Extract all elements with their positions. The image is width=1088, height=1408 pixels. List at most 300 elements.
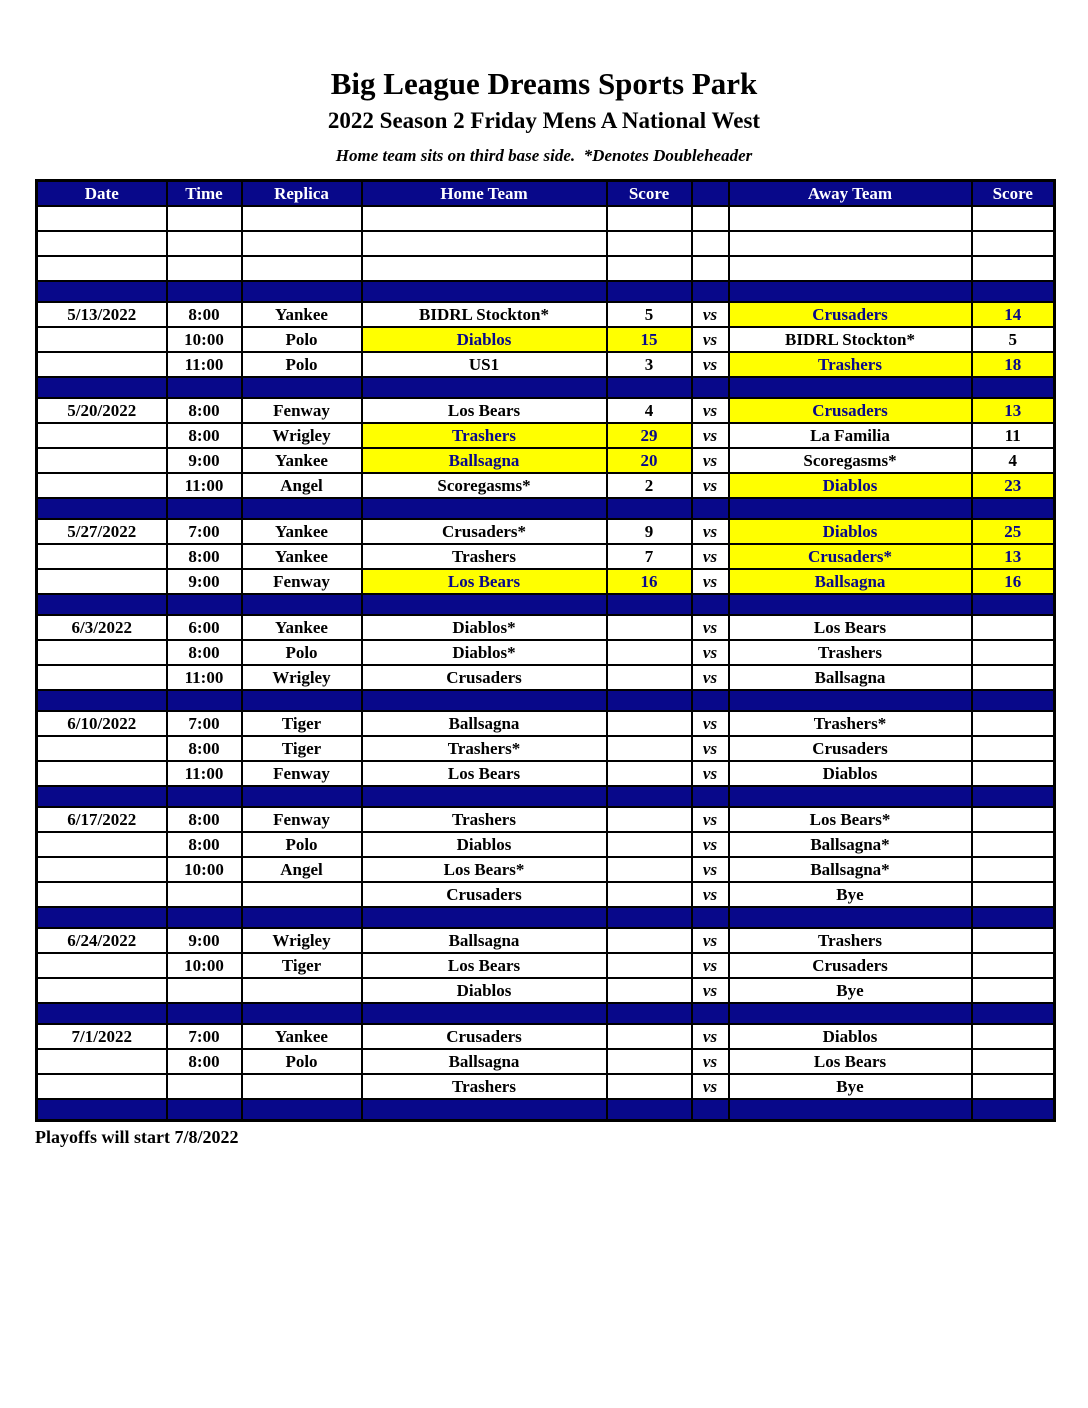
separator-cell	[242, 594, 362, 615]
empty-cell	[167, 206, 242, 231]
replica-cell	[242, 882, 362, 907]
separator-cell	[362, 594, 607, 615]
vs-cell: vs	[692, 352, 729, 377]
replica-cell: Polo	[242, 832, 362, 857]
separator-cell	[362, 690, 607, 711]
home-team-cell: Crusaders	[362, 882, 607, 907]
date-cell	[37, 569, 167, 594]
home-score-cell	[607, 761, 692, 786]
home-score-cell	[607, 1049, 692, 1074]
away-team-cell: Trashers	[729, 352, 972, 377]
separator-cell	[607, 907, 692, 928]
separator-row	[37, 498, 1055, 519]
home-score-cell	[607, 615, 692, 640]
date-cell	[37, 448, 167, 473]
separator-cell	[692, 1099, 729, 1121]
date-cell	[37, 665, 167, 690]
replica-cell: Polo	[242, 640, 362, 665]
replica-cell: Tiger	[242, 953, 362, 978]
date-cell	[37, 423, 167, 448]
date-cell	[37, 1049, 167, 1074]
vs-cell: vs	[692, 928, 729, 953]
home-score-cell	[607, 1074, 692, 1099]
home-score-cell	[607, 1024, 692, 1049]
game-row	[37, 302, 1055, 327]
time-cell: 8:00	[167, 302, 242, 327]
home-team-cell: Trashers	[362, 1074, 607, 1099]
game-row	[37, 1024, 1055, 1049]
vs-cell: vs	[692, 327, 729, 352]
replica-cell: Angel	[242, 857, 362, 882]
time-cell: 11:00	[167, 665, 242, 690]
game-row	[37, 978, 1055, 1003]
separator-cell	[692, 377, 729, 398]
schedule-note: Home team sits on third base side. *Denotes Doubleheader	[335, 146, 753, 165]
home-team-cell: Crusaders*	[362, 519, 607, 544]
separator-row	[37, 1099, 1055, 1121]
column-header-vs-spacer	[692, 181, 729, 207]
separator-cell	[167, 377, 242, 398]
separator-cell	[972, 281, 1055, 302]
replica-cell	[242, 1074, 362, 1099]
vs-cell: vs	[692, 832, 729, 857]
empty-row	[37, 206, 1055, 231]
replica-cell: Polo	[242, 327, 362, 352]
separator-cell	[729, 281, 972, 302]
home-team-cell: Los Bears*	[362, 857, 607, 882]
away-score-cell	[972, 857, 1055, 882]
time-cell: 8:00	[167, 807, 242, 832]
empty-cell	[972, 231, 1055, 256]
date-cell: 6/3/2022	[37, 615, 167, 640]
separator-cell	[692, 786, 729, 807]
home-score-cell	[607, 978, 692, 1003]
separator-cell	[362, 1003, 607, 1024]
away-team-cell: Bye	[729, 882, 972, 907]
time-cell: 9:00	[167, 928, 242, 953]
away-team-cell: Ballsagna*	[729, 832, 972, 857]
page-subtitle: 2022 Season 2 Friday Mens A National West	[327, 108, 761, 133]
separator-cell	[362, 1099, 607, 1121]
separator-cell	[729, 1099, 972, 1121]
replica-cell: Yankee	[242, 302, 362, 327]
separator-cell	[972, 907, 1055, 928]
away-score-cell	[972, 761, 1055, 786]
date-cell	[37, 978, 167, 1003]
separator-cell	[607, 377, 692, 398]
game-row	[37, 1074, 1055, 1099]
away-score-cell	[972, 928, 1055, 953]
separator-cell	[972, 594, 1055, 615]
separator-cell	[729, 907, 972, 928]
separator-cell	[607, 281, 692, 302]
separator-cell	[362, 498, 607, 519]
vs-cell: vs	[692, 978, 729, 1003]
away-score-cell	[972, 736, 1055, 761]
time-cell: 8:00	[167, 832, 242, 857]
empty-cell	[37, 256, 167, 281]
away-score-cell: 11	[972, 423, 1055, 448]
replica-cell: Yankee	[242, 615, 362, 640]
empty-row	[37, 256, 1055, 281]
replica-cell: Wrigley	[242, 665, 362, 690]
replica-cell: Fenway	[242, 807, 362, 832]
home-score-cell: 5	[607, 302, 692, 327]
time-cell: 8:00	[167, 398, 242, 423]
replica-cell: Angel	[242, 473, 362, 498]
away-team-cell: La Familia	[729, 423, 972, 448]
time-cell	[167, 978, 242, 1003]
date-cell	[37, 882, 167, 907]
away-score-cell	[972, 882, 1055, 907]
away-team-cell: Diablos	[729, 473, 972, 498]
away-team-cell: Bye	[729, 978, 972, 1003]
vs-cell: vs	[692, 807, 729, 832]
replica-cell: Fenway	[242, 569, 362, 594]
vs-cell: vs	[692, 761, 729, 786]
home-team-cell: Diablos	[362, 978, 607, 1003]
empty-cell	[607, 206, 692, 231]
column-header-time: Time	[167, 181, 242, 207]
time-cell: 6:00	[167, 615, 242, 640]
date-cell	[37, 473, 167, 498]
separator-cell	[242, 907, 362, 928]
home-team-cell: Los Bears	[362, 398, 607, 423]
away-team-cell: Diablos	[729, 1024, 972, 1049]
home-team-cell: Diablos	[362, 327, 607, 352]
away-team-cell: Crusaders	[729, 398, 972, 423]
date-cell: 5/13/2022	[37, 302, 167, 327]
replica-cell: Polo	[242, 352, 362, 377]
away-score-cell	[972, 1024, 1055, 1049]
separator-cell	[37, 690, 167, 711]
vs-cell: vs	[692, 640, 729, 665]
separator-cell	[242, 1003, 362, 1024]
replica-cell: Fenway	[242, 761, 362, 786]
vs-cell: vs	[692, 1049, 729, 1074]
title-block	[0, 0, 1088, 166]
game-row	[37, 640, 1055, 665]
away-score-cell	[972, 807, 1055, 832]
vs-cell: vs	[692, 615, 729, 640]
home-score-cell	[607, 928, 692, 953]
date-cell	[37, 761, 167, 786]
time-cell	[167, 1074, 242, 1099]
away-score-cell	[972, 640, 1055, 665]
away-score-cell	[972, 832, 1055, 857]
empty-cell	[242, 231, 362, 256]
game-row	[37, 882, 1055, 907]
empty-cell	[37, 206, 167, 231]
away-team-cell: Diablos	[729, 519, 972, 544]
separator-cell	[972, 1099, 1055, 1121]
empty-cell	[692, 231, 729, 256]
separator-cell	[692, 498, 729, 519]
time-cell: 7:00	[167, 711, 242, 736]
home-team-cell: Los Bears	[362, 569, 607, 594]
separator-cell	[607, 786, 692, 807]
date-cell: 5/20/2022	[37, 398, 167, 423]
date-cell	[37, 857, 167, 882]
separator-cell	[37, 498, 167, 519]
away-score-cell	[972, 711, 1055, 736]
column-header-date: Date	[37, 181, 167, 207]
replica-cell: Tiger	[242, 711, 362, 736]
away-team-cell: Bye	[729, 1074, 972, 1099]
game-row	[37, 615, 1055, 640]
away-score-cell	[972, 978, 1055, 1003]
date-cell: 6/17/2022	[37, 807, 167, 832]
away-team-cell: Crusaders	[729, 953, 972, 978]
separator-cell	[167, 786, 242, 807]
column-header-home-score: Score	[607, 181, 692, 207]
date-cell: 7/1/2022	[37, 1024, 167, 1049]
time-cell: 11:00	[167, 352, 242, 377]
empty-cell	[972, 206, 1055, 231]
replica-cell: Wrigley	[242, 423, 362, 448]
game-row	[37, 953, 1055, 978]
vs-cell: vs	[692, 544, 729, 569]
date-cell	[37, 953, 167, 978]
separator-cell	[362, 377, 607, 398]
home-score-cell: 15	[607, 327, 692, 352]
away-team-cell: Trashers	[729, 640, 972, 665]
vs-cell: vs	[692, 1074, 729, 1099]
schedule-table	[35, 179, 1056, 1122]
game-row	[37, 473, 1055, 498]
away-team-cell: Los Bears	[729, 1049, 972, 1074]
game-row	[37, 544, 1055, 569]
home-score-cell	[607, 953, 692, 978]
separator-cell	[167, 690, 242, 711]
game-row	[37, 327, 1055, 352]
vs-cell: vs	[692, 665, 729, 690]
home-score-cell	[607, 736, 692, 761]
away-team-cell: Los Bears	[729, 615, 972, 640]
empty-cell	[362, 256, 607, 281]
separator-cell	[242, 1099, 362, 1121]
home-team-cell: Diablos	[362, 832, 607, 857]
column-header-away-team: Away Team	[729, 181, 972, 207]
separator-cell	[242, 690, 362, 711]
separator-cell	[37, 1099, 167, 1121]
game-row	[37, 928, 1055, 953]
separator-cell	[167, 1003, 242, 1024]
home-team-cell: Crusaders	[362, 1024, 607, 1049]
game-row	[37, 352, 1055, 377]
game-row	[37, 736, 1055, 761]
separator-cell	[729, 690, 972, 711]
empty-row	[37, 231, 1055, 256]
date-cell	[37, 832, 167, 857]
time-cell	[167, 882, 242, 907]
separator-cell	[729, 786, 972, 807]
date-cell	[37, 736, 167, 761]
away-score-cell	[972, 953, 1055, 978]
separator-row	[37, 786, 1055, 807]
away-score-cell: 14	[972, 302, 1055, 327]
date-cell	[37, 352, 167, 377]
vs-cell: vs	[692, 711, 729, 736]
vs-cell: vs	[692, 473, 729, 498]
vs-cell: vs	[692, 398, 729, 423]
separator-cell	[167, 498, 242, 519]
replica-cell: Yankee	[242, 519, 362, 544]
away-score-cell: 13	[972, 544, 1055, 569]
separator-cell	[607, 594, 692, 615]
game-row	[37, 423, 1055, 448]
vs-cell: vs	[692, 1024, 729, 1049]
replica-cell: Tiger	[242, 736, 362, 761]
away-team-cell: Crusaders*	[729, 544, 972, 569]
home-team-cell: Ballsagna	[362, 928, 607, 953]
separator-cell	[37, 281, 167, 302]
time-cell: 9:00	[167, 569, 242, 594]
game-row	[37, 665, 1055, 690]
time-cell: 7:00	[167, 1024, 242, 1049]
separator-cell	[37, 377, 167, 398]
home-score-cell: 16	[607, 569, 692, 594]
separator-row	[37, 907, 1055, 928]
home-score-cell: 4	[607, 398, 692, 423]
separator-cell	[242, 786, 362, 807]
vs-cell: vs	[692, 736, 729, 761]
home-team-cell: Ballsagna	[362, 1049, 607, 1074]
home-score-cell	[607, 807, 692, 832]
replica-cell: Fenway	[242, 398, 362, 423]
page-title: Big League Dreams Sports Park	[330, 66, 758, 101]
home-score-cell: 20	[607, 448, 692, 473]
away-team-cell: BIDRL Stockton*	[729, 327, 972, 352]
away-score-cell: 23	[972, 473, 1055, 498]
separator-cell	[37, 786, 167, 807]
replica-cell: Polo	[242, 1049, 362, 1074]
game-row	[37, 1049, 1055, 1074]
home-score-cell: 3	[607, 352, 692, 377]
home-score-cell: 2	[607, 473, 692, 498]
playoffs-footer-note: Playoffs will start 7/8/2022	[35, 1127, 239, 1147]
home-score-cell: 9	[607, 519, 692, 544]
separator-cell	[607, 1099, 692, 1121]
time-cell: 8:00	[167, 1049, 242, 1074]
time-cell: 8:00	[167, 544, 242, 569]
game-row	[37, 519, 1055, 544]
away-team-cell: Ballsagna	[729, 569, 972, 594]
game-row	[37, 711, 1055, 736]
separator-cell	[729, 1003, 972, 1024]
game-row	[37, 857, 1055, 882]
separator-cell	[692, 1003, 729, 1024]
separator-cell	[37, 594, 167, 615]
separator-cell	[692, 907, 729, 928]
game-row	[37, 569, 1055, 594]
home-team-cell: Trashers	[362, 807, 607, 832]
table-header-row	[37, 181, 1055, 207]
away-score-cell: 16	[972, 569, 1055, 594]
empty-cell	[167, 231, 242, 256]
home-team-cell: Trashers	[362, 544, 607, 569]
separator-cell	[729, 498, 972, 519]
empty-cell	[362, 206, 607, 231]
separator-cell	[729, 594, 972, 615]
empty-cell	[729, 206, 972, 231]
home-team-cell: Crusaders	[362, 665, 607, 690]
time-cell: 8:00	[167, 640, 242, 665]
away-team-cell: Crusaders	[729, 302, 972, 327]
home-team-cell: Los Bears	[362, 953, 607, 978]
time-cell: 8:00	[167, 423, 242, 448]
replica-cell: Yankee	[242, 448, 362, 473]
away-score-cell: 18	[972, 352, 1055, 377]
home-team-cell: Los Bears	[362, 761, 607, 786]
separator-cell	[242, 377, 362, 398]
empty-cell	[607, 231, 692, 256]
away-team-cell: Crusaders	[729, 736, 972, 761]
away-team-cell: Diablos	[729, 761, 972, 786]
home-score-cell	[607, 665, 692, 690]
game-row	[37, 807, 1055, 832]
separator-cell	[167, 907, 242, 928]
date-cell	[37, 1074, 167, 1099]
separator-cell	[167, 281, 242, 302]
separator-cell	[167, 594, 242, 615]
column-header-away-score: Score	[972, 181, 1055, 207]
vs-cell: vs	[692, 448, 729, 473]
game-row	[37, 448, 1055, 473]
separator-cell	[972, 690, 1055, 711]
vs-cell: vs	[692, 519, 729, 544]
home-team-cell: BIDRL Stockton*	[362, 302, 607, 327]
away-team-cell: Scoregasms*	[729, 448, 972, 473]
home-score-cell	[607, 832, 692, 857]
empty-cell	[607, 256, 692, 281]
replica-cell: Yankee	[242, 544, 362, 569]
vs-cell: vs	[692, 423, 729, 448]
home-team-cell: Scoregasms*	[362, 473, 607, 498]
empty-cell	[362, 231, 607, 256]
empty-cell	[167, 256, 242, 281]
date-cell: 6/10/2022	[37, 711, 167, 736]
time-cell: 11:00	[167, 761, 242, 786]
home-team-cell: Ballsagna	[362, 711, 607, 736]
away-team-cell: Los Bears*	[729, 807, 972, 832]
time-cell: 8:00	[167, 736, 242, 761]
away-score-cell	[972, 615, 1055, 640]
home-team-cell: Diablos*	[362, 640, 607, 665]
column-header-replica: Replica	[242, 181, 362, 207]
separator-cell	[167, 1099, 242, 1121]
vs-cell: vs	[692, 882, 729, 907]
empty-cell	[37, 231, 167, 256]
empty-cell	[972, 256, 1055, 281]
separator-cell	[692, 594, 729, 615]
empty-cell	[729, 231, 972, 256]
home-team-cell: Ballsagna	[362, 448, 607, 473]
separator-row	[37, 690, 1055, 711]
replica-cell	[242, 978, 362, 1003]
vs-cell: vs	[692, 569, 729, 594]
separator-row	[37, 594, 1055, 615]
time-cell: 10:00	[167, 953, 242, 978]
replica-cell: Wrigley	[242, 928, 362, 953]
separator-cell	[362, 907, 607, 928]
separator-cell	[972, 377, 1055, 398]
home-score-cell	[607, 857, 692, 882]
separator-cell	[972, 1003, 1055, 1024]
home-score-cell: 7	[607, 544, 692, 569]
time-cell: 10:00	[167, 857, 242, 882]
date-cell: 6/24/2022	[37, 928, 167, 953]
